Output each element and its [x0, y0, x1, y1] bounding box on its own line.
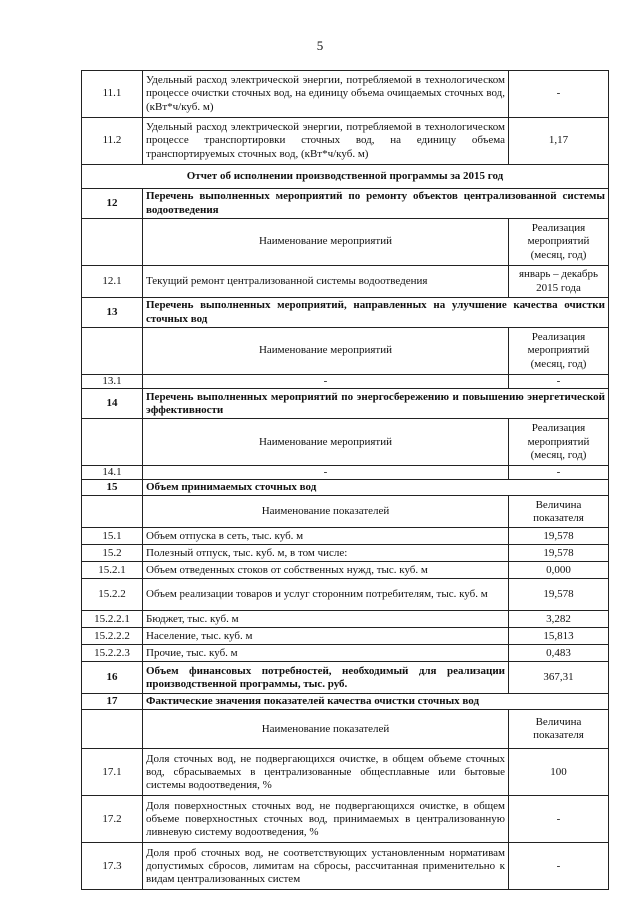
row-value: 19,578 — [509, 579, 609, 611]
row-number: 15.2.2.1 — [82, 611, 143, 628]
row-number: 15.1 — [82, 528, 143, 545]
section-title: Объем принимаемых сточных вод — [143, 480, 609, 496]
section-number: 13 — [82, 298, 143, 328]
empty-cell — [82, 328, 143, 375]
realization-header: Реализация мероприятий (месяц, год) — [509, 219, 609, 266]
column-header-row — [82, 496, 609, 528]
table-row — [82, 562, 609, 579]
table-row — [82, 628, 609, 645]
section-number: 15 — [82, 480, 143, 496]
row-value: 15,813 — [509, 628, 609, 645]
row-value: 0,483 — [509, 645, 609, 662]
section-row-15 — [82, 480, 609, 496]
section-row-12 — [82, 189, 609, 219]
row-value: - — [509, 843, 609, 890]
row-value: 19,578 — [509, 528, 609, 545]
section-title: Фактические значения показателей качества очистки сточных вод — [143, 694, 609, 710]
row-description: - — [143, 466, 509, 480]
measures-header: Наименование мероприятий — [143, 419, 509, 466]
row-description: Удельный расход электрической энергии, потребляемой в технологическом процессе очистки сточных вод, на единицу объема очищаемых сточных вод, (кВт*ч/куб. м) — [143, 71, 509, 118]
table-row — [82, 843, 609, 890]
column-header-row — [82, 328, 609, 375]
empty-cell — [82, 419, 143, 466]
row-number: 17.1 — [82, 749, 143, 796]
row-description: - — [143, 375, 509, 389]
row-description: Бюджет, тыс. куб. м — [143, 611, 509, 628]
row-value: - — [509, 71, 609, 118]
table-row — [82, 528, 609, 545]
row-number: 15.2 — [82, 545, 143, 562]
row-number: 15.2.2 — [82, 579, 143, 611]
row-value: 0,000 — [509, 562, 609, 579]
section-row-16 — [82, 662, 609, 694]
magnitude-header: Величина показателя — [509, 710, 609, 749]
table-row — [82, 796, 609, 843]
section-number: 17 — [82, 694, 143, 710]
row-description: Доля сточных вод, не подвергающихся очистке, в общем объеме сточных вод, сбрасываемых в централизованные общесплавные или бытовые системы водоотведения, % — [143, 749, 509, 796]
row-value: 3,282 — [509, 611, 609, 628]
row-value: 100 — [509, 749, 609, 796]
row-description: Текущий ремонт централизованной системы водоотведения — [143, 266, 509, 298]
row-value: 367,31 — [509, 662, 609, 694]
table-row — [82, 545, 609, 562]
row-description: Объем реализации товаров и услуг сторонним потребителям, тыс. куб. м — [143, 579, 509, 611]
section-title: Перечень выполненных мероприятий по энергосбережению и повышению энергетической эффективности — [143, 389, 609, 419]
row-number: 15.2.2.3 — [82, 645, 143, 662]
row-description: Доля поверхностных сточных вод, не подвергающихся очистке, в общем объеме поверхностных сточных вод, принимаемых в централизованную ливневую систему водоотведения, % — [143, 796, 509, 843]
section-row-13 — [82, 298, 609, 328]
measures-header: Наименование мероприятий — [143, 328, 509, 375]
row-value: - — [509, 466, 609, 480]
table-row — [82, 266, 609, 298]
row-description: Полезный отпуск, тыс. куб. м, в том числе: — [143, 545, 509, 562]
row-number: 11.2 — [82, 118, 143, 165]
row-description: Объем отпуска в сеть, тыс. куб. м — [143, 528, 509, 545]
table-row — [82, 375, 609, 389]
empty-cell — [82, 710, 143, 749]
row-description: Население, тыс. куб. м — [143, 628, 509, 645]
realization-header: Реализация мероприятий (месяц, год) — [509, 419, 609, 466]
row-value: - — [509, 796, 609, 843]
program-report-table — [81, 70, 609, 890]
row-number: 15.2.2.2 — [82, 628, 143, 645]
row-description: Объем отведенных стоков от собственных нужд, тыс. куб. м — [143, 562, 509, 579]
column-header-row — [82, 710, 609, 749]
row-description: Удельный расход электрической энергии, потребляемой в технологическом процессе транспортировки сточных вод, на единицу объема транспортируемых сточных вод, (кВт*ч/куб. м) — [143, 118, 509, 165]
section-title: Перечень выполненных мероприятий, направленных на улучшение качества очистки сточных вод — [143, 298, 609, 328]
measures-header: Наименование мероприятий — [143, 219, 509, 266]
row-description: Доля проб сточных вод, не соответствующих установленным нормативам допустимых сбросов, лимитам на сбросы, рассчитанная применительно к видам централизованных систем — [143, 843, 509, 890]
empty-cell — [82, 496, 143, 528]
row-number: 11.1 — [82, 71, 143, 118]
row-description: Прочие, тыс. куб. м — [143, 645, 509, 662]
row-number: 15.2.1 — [82, 562, 143, 579]
table-row — [82, 71, 609, 118]
row-number: 17.3 — [82, 843, 143, 890]
section-row-14 — [82, 389, 609, 419]
section-number: 14 — [82, 389, 143, 419]
indicators-header: Наименование показателей — [143, 710, 509, 749]
section-number: 12 — [82, 189, 143, 219]
table-row — [82, 466, 609, 480]
report-title-row — [82, 165, 609, 189]
table-row — [82, 579, 609, 611]
table-row — [82, 611, 609, 628]
realization-header: Реализация мероприятий (месяц, год) — [509, 328, 609, 375]
table-row — [82, 118, 609, 165]
row-value: 19,578 — [509, 545, 609, 562]
row-number: 12.1 — [82, 266, 143, 298]
indicators-header: Наименование показателей — [143, 496, 509, 528]
section-row-17 — [82, 694, 609, 710]
column-header-row — [82, 219, 609, 266]
table-row — [82, 749, 609, 796]
row-number: 14.1 — [82, 466, 143, 480]
row-value: январь – декабрь 2015 года — [509, 266, 609, 298]
page-number: 5 — [316, 38, 324, 53]
magnitude-header: Величина показателя — [509, 496, 609, 528]
row-number: 13.1 — [82, 375, 143, 389]
table-row — [82, 645, 609, 662]
section-title: Перечень выполненных мероприятий по ремонту объектов централизованной системы водоотведения — [143, 189, 609, 219]
section-title: Объем финансовых потребностей, необходимый для реализации производственной программы, тыс. руб. — [143, 662, 509, 694]
column-header-row — [82, 419, 609, 466]
section-number: 16 — [82, 662, 143, 694]
row-value: 1,17 — [509, 118, 609, 165]
empty-cell — [82, 219, 143, 266]
row-number: 17.2 — [82, 796, 143, 843]
row-value: - — [509, 375, 609, 389]
report-title: Отчет об исполнении производственной программы за 2015 год — [82, 165, 609, 189]
